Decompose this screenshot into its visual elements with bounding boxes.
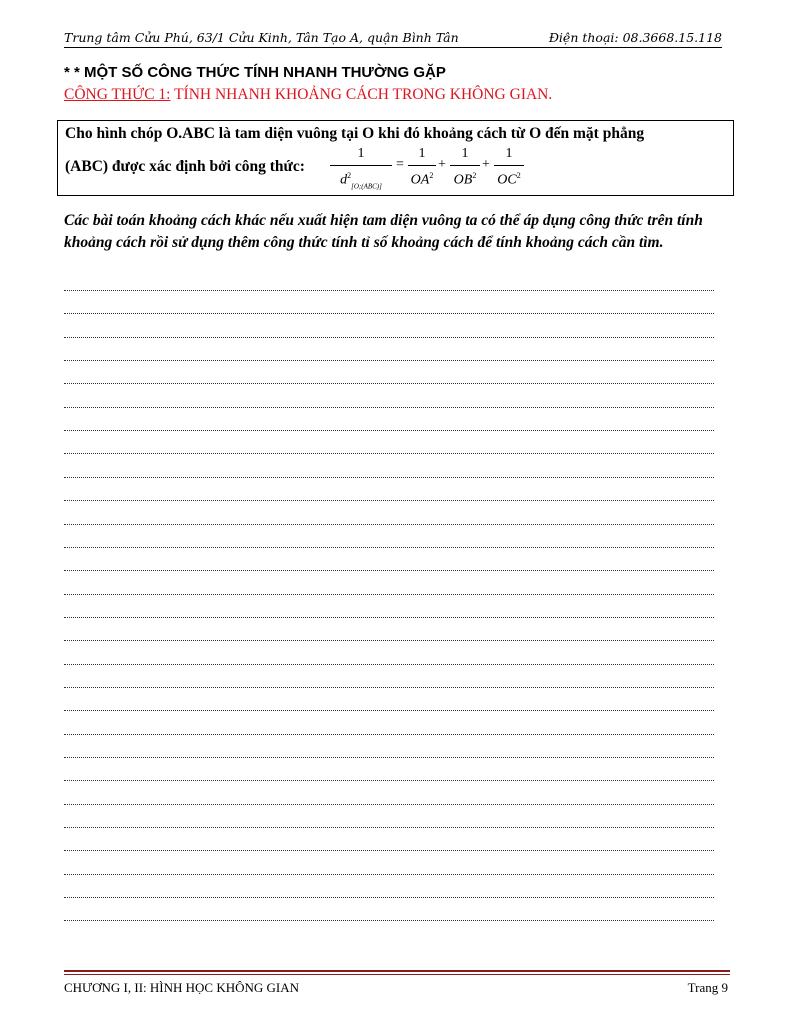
answer-line [64,522,714,525]
answer-line [64,732,714,735]
header-phone: Điện thoại: 08.3668.15.118 [548,30,722,45]
answer-line [64,405,714,408]
box-line-2: (ABC) được xác định bởi công thức: [65,158,305,175]
box-line-1: Cho hình chóp O.ABC là tam diện vuông tại O khi đó khoảng cách từ O đến mặt phẳng [65,125,645,142]
distance-formula: 1 $d^2_{[O;(ABC)]}$ = 1 $OA^2$ + 1 $OB^2$ + 1 $OC^2$ [330,145,530,193]
chapter-label: CHƯƠNG I, II: HÌNH HỌC KHÔNG GIAN [64,980,300,995]
answer-line [64,918,714,921]
answer-line [64,545,714,548]
page-number: Trang 9 [687,980,728,995]
answer-line [64,685,714,688]
formula-subtitle [64,86,552,104]
answer-line [64,358,714,361]
answer-line [64,802,714,805]
section-title: * * MỘT SỐ CÔNG THỨC TÍNH NHANH THƯỜNG GẶP [64,64,446,81]
answer-line [64,592,714,595]
answer-line [64,848,714,851]
footer-divider-thick [64,970,730,972]
answer-line [64,615,714,618]
header-divider [64,47,722,48]
header-address: Trung tâm Cửu Phú, 63/1 Cửu Kinh, Tân Tạo A, quận Bình Tân [64,30,459,45]
answer-line [64,708,714,711]
answer-line [64,475,714,478]
answer-line [64,895,714,898]
formula-box [57,120,734,196]
answer-line [64,428,714,431]
answer-line [64,451,714,454]
fraction-ob: 1 $OB^2$ [450,145,480,186]
answer-line [64,825,714,828]
fraction-oa: 1 $OA^2$ [408,145,436,186]
formula-heading: TÍNH NHANH KHOẢNG CÁCH TRONG KHÔNG GIAN. [174,86,553,103]
footer-divider-thin [64,974,730,975]
answer-line [64,381,714,384]
answer-line [64,311,714,314]
answer-line [64,755,714,758]
formula-label: CÔNG THỨC 1: [64,86,171,103]
answer-line [64,568,714,571]
answer-line [64,638,714,641]
answer-line [64,288,714,291]
fraction-d: 1 $d^2_{[O;(ABC)]}$ [330,145,392,186]
page-header [64,30,722,48]
instruction-paragraph: Các bài toán khoảng cách khác nếu xuất hiện tam diện vuông ta có thể áp dụng công thức trên tính khoảng cách rồi sử dụng thêm công thức tính tỉ số khoảng cách để tính khoảng cách cần tìm. [64,212,703,251]
answer-line [64,662,714,665]
answer-line [64,498,714,501]
answer-line [64,778,714,781]
answer-line [64,872,714,875]
fraction-oc: 1 $OC^2$ [494,145,524,186]
answer-line [64,335,714,338]
